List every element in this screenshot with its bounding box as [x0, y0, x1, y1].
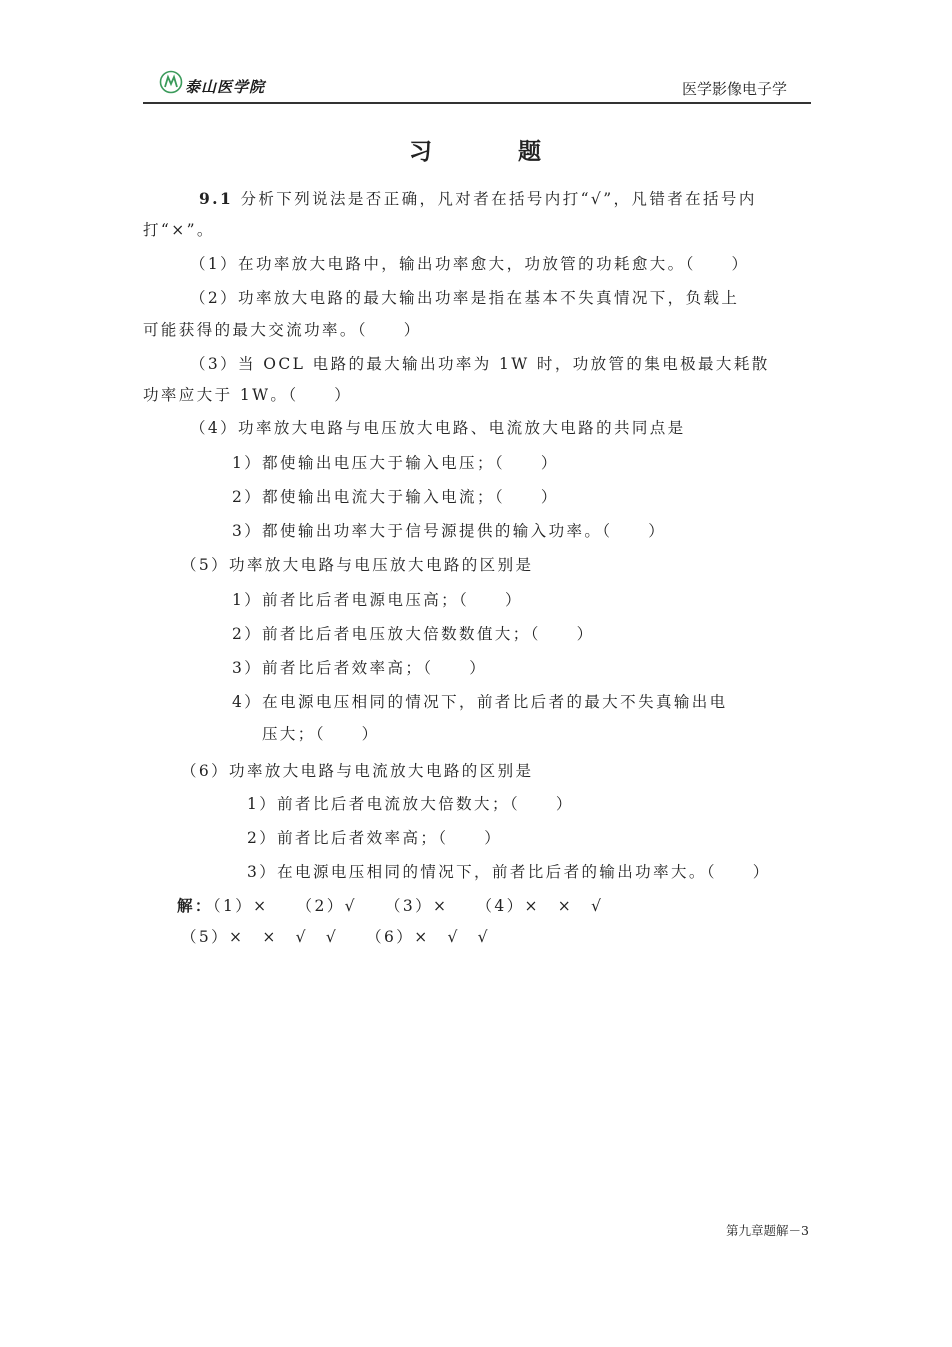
item-2-cont: 可能获得的最大交流功率。（ ） [143, 321, 422, 339]
question-intro: 9.1 分析下列说法是否正确，凡对者在括号内打“√”，凡错者在括号内 [199, 189, 757, 208]
answer-label: 解： [177, 896, 213, 915]
item-3-cont: 功率应大于 1W。（ ） [143, 386, 353, 404]
course-name: 医学影像电子学 [681, 80, 787, 98]
answer-line-1: 解：（1）× （2）√ （3）× （4）× × √ [177, 896, 604, 915]
item-4-option: 3）都使输出功率大于信号源提供的输入功率。（ ） [232, 522, 667, 540]
answer-line-2: （5）× × √ √ （6）× √ √ [181, 928, 490, 946]
item-2: （2）功率放大电路的最大输出功率是指在基本不失真情况下，负载上 [190, 289, 740, 307]
item-5-option: 1）前者比后者电源电压高；（ ） [232, 591, 523, 609]
item-5-option: 4）在电源电压相同的情况下，前者比后者的最大不失真输出电 [232, 693, 728, 711]
question-intro-cont: 打“×”。 [143, 221, 215, 239]
item-4: （4）功率放大电路与电压放大电路、电流放大电路的共同点是 [190, 419, 686, 437]
item-5-option-cont: 压大；（ ） [262, 725, 380, 743]
item-6-option: 3）在电源电压相同的情况下，前者比后者的输出功率大。（ ） [247, 863, 771, 881]
title-char-1: 习 [409, 138, 434, 165]
question-number: 9.1 [199, 189, 234, 208]
item-6-option: 1）前者比后者电流放大倍数大；（ ） [247, 795, 574, 813]
item-5: （5）功率放大电路与电压放大电路的区别是 [181, 556, 534, 574]
item-6: （6）功率放大电路与电流放大电路的区别是 [181, 762, 534, 780]
item-1: （1）在功率放大电路中，输出功率愈大，功放管的功耗愈大。（ ） [190, 255, 750, 273]
item-6-option: 2）前者比后者效率高；（ ） [247, 829, 503, 847]
page-title [0, 133, 952, 166]
item-3: （3）当 OCL 电路的最大输出功率为 1W 时，功放管的集电极最大耗散 [190, 355, 770, 373]
page-header [143, 66, 811, 104]
item-4-option: 1）都使输出电压大于输入电压；（ ） [232, 454, 559, 472]
page-footer: 第九章题解－3 [726, 1223, 809, 1238]
item-5-option: 2）前者比后者电压放大倍数数值大；（ ） [232, 625, 595, 643]
school-logo-icon [159, 70, 183, 94]
school-name: 泰山医学院 [185, 78, 266, 96]
title-char-2: 题 [518, 138, 543, 165]
item-4-option: 2）都使输出电流大于输入电流；（ ） [232, 488, 559, 506]
item-5-option: 3）前者比后者效率高；（ ） [232, 659, 488, 677]
